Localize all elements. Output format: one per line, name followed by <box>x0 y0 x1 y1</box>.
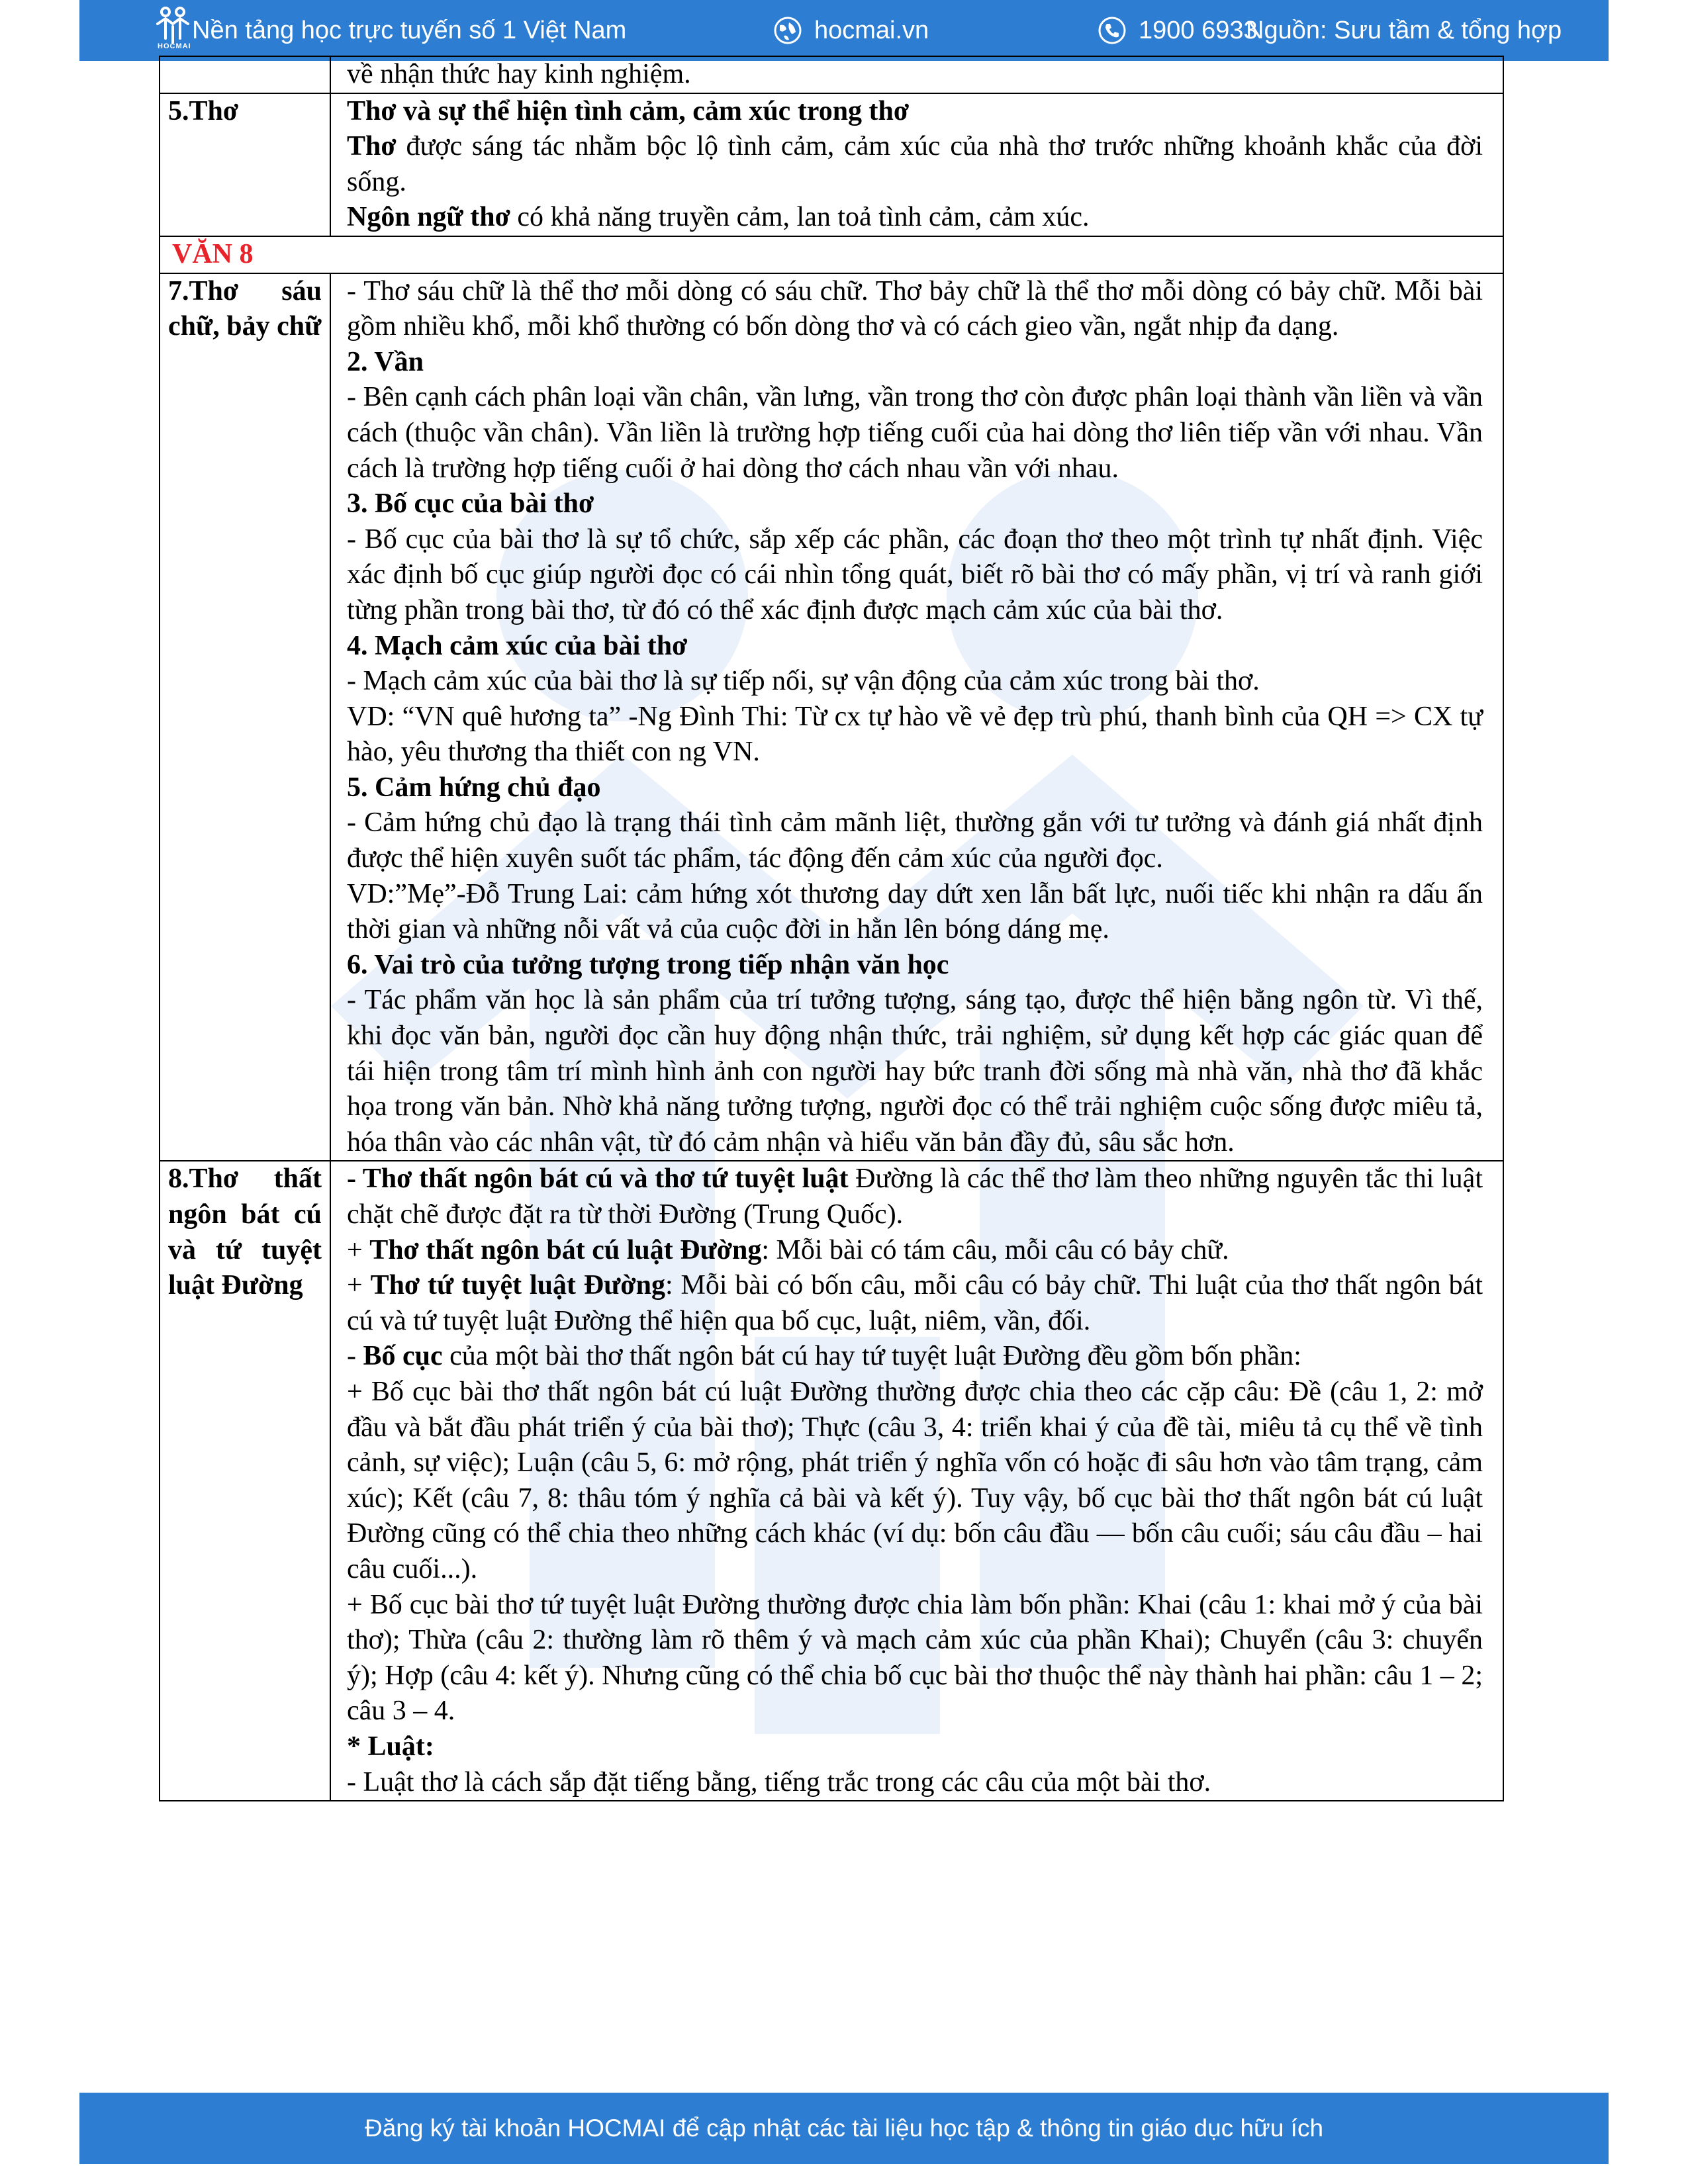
bold-term: Thơ tứ tuyệt luật Đường <box>370 1270 665 1301</box>
website-link[interactable] <box>773 0 929 61</box>
row-content <box>330 1161 1503 1801</box>
bold-term: Thơ thất ngôn bát cú luật Đường <box>369 1234 762 1265</box>
row-content <box>330 273 1503 1161</box>
platform-tagline: Nền tảng học trực tuyến số 1 Việt Nam <box>192 16 627 44</box>
bullet-prefix: + <box>347 1234 370 1265</box>
source-note: Nguồn: Sưu tầm & tổng hợp <box>1246 16 1562 44</box>
row-content <box>330 93 1503 236</box>
bold-term: Thơ <box>347 131 397 162</box>
paragraph-text: : Mỗi bài có bốn câu, mỗi câu có bảy chữ. Thi luật của thơ thất ngôn bát cú và tứ tuyệt luật Đường thể hiện qua bố cục, luật, niêm, vần, đối. <box>347 1270 1483 1336</box>
paragraph: + Bố cục bài thơ tứ tuyệt luật Đường thường được chia làm bốn phần: Khai (câu 1: khai mở ý của bài thơ); Thừa (câu 2: thường làm rõ thêm ý và mạch cảm xúc của phần Khai); Chuyển (câu 3: chuyển ý); Hợp (câu 4: kết ý). Nhưng cũng có thể chia bố cục bài thơ thuộc thể này thành hai phần: câu 1 – 2; câu 3 – 4. <box>347 1589 1483 1727</box>
paragraph: - Cảm hứng chủ đạo là trạng thái tình cảm mãnh liệt, thường gắn với tư tưởng và đánh giá nhất định được thể hiện xuyên suốt tác phẩm, tác động đến cảm xúc của người đọc. <box>347 807 1483 874</box>
section-heading: 5. Cảm hứng chủ đạo <box>347 772 601 803</box>
paragraph-text: được sáng tác nhằm bộc lộ tình cảm, cảm xúc của nhà thơ trước những khoảnh khắc của đời sống. <box>347 131 1483 197</box>
paragraph: - Bên cạnh cách phân loại vần chân, vần lưng, vần trong thơ còn được phân loại thành vần liền và vần cách (thuộc vần chân). Vần liền là trường hợp tiếng cuối của hai dòng thơ liên tiếp vần với nhau. Vần cách là trường hợp tiếng cuối ở hai dòng thơ cách nhau vần với nhau. <box>347 382 1483 484</box>
section-heading: 3. Bố cục của bài thơ <box>347 488 594 520</box>
paragraph: - Thơ sáu chữ là thể thơ mỗi dòng có sáu chữ. Thơ bảy chữ là thể thơ mỗi dòng có bảy chữ. Mỗi bài gồm nhiều khổ, mỗi khổ thường có bốn dòng thơ và có cách gieo vần, ngắt nhịp đa dạng. <box>347 275 1483 342</box>
paragraph: - Luật thơ là cách sắp đặt tiếng bằng, tiếng trắc trong các câu của một bài thơ. <box>347 1766 1211 1797</box>
paragraph <box>347 1233 1483 1269</box>
paragraph <box>347 1161 1483 1232</box>
hotline-text: 1900 6933 <box>1139 16 1258 44</box>
header-banner <box>79 0 1609 61</box>
paragraph: VD: “VN quê hương ta” -Ng Đình Thi: Từ cx tự hào về vẻ đẹp trù phú, thanh bình của QH => CX tự hào, yêu thương tha thiết con ng VN. <box>347 701 1483 768</box>
section-heading: 4. Mạch cảm xúc của bài thơ <box>347 630 688 661</box>
hotline-link[interactable] <box>1098 0 1258 61</box>
row-label-empty <box>160 56 330 93</box>
section-heading: Thơ và sự thể hiện tình cảm, cảm xúc trong thơ <box>347 95 910 126</box>
logo-caption: HOCMAI <box>158 42 191 50</box>
row-label: 8.Thơ thất ngôn bát cú và tứ tuyệt luật Đường <box>160 1161 330 1801</box>
bold-term: Bố cục <box>363 1341 443 1372</box>
table-row-7 <box>160 273 1503 1161</box>
row-label: 7.Thơ sáu chữ, bảy chữ <box>160 273 330 1161</box>
bold-term: Ngôn ngữ thơ <box>347 202 510 233</box>
paragraph-text: của một bài thơ thất ngôn bát cú hay tứ tuyệt luật Đường đều gồm bốn phần: <box>442 1341 1301 1372</box>
bullet-prefix: - <box>347 1341 363 1372</box>
paragraph: VD:”Mẹ”-Đỗ Trung Lai: cảm hứng xót thương day dứt xen lẫn bất lực, nuối tiếc khi nhận ra dấu ấn thời gian và những nỗi vất vả của cuộc đời in hằn lên bóng dáng mẹ. <box>347 878 1483 945</box>
section-heading: 6. Vai trò của tưởng tượng trong tiếp nhận văn học <box>347 949 949 980</box>
section-heading: * Luật: <box>347 1731 434 1762</box>
paragraph: - Mạch cảm xúc của bài thơ là sự tiếp nối, sự vận động của cảm xúc trong bài thơ. <box>347 666 1260 697</box>
footer-signup-text: Đăng ký tài khoản HOCMAI để cập nhật các tài liệu học tập & thông tin giáo dục hữu ích <box>364 2115 1324 2142</box>
grade-band-label: VĂN 8 <box>160 236 1503 273</box>
paragraph <box>347 129 1483 200</box>
paragraph-text: Đường là các thể thơ làm theo những nguyên tắc thi luật chặt chẽ được đặt ra từ thời Đường (Trung Quốc). <box>347 1163 1483 1230</box>
row-label: 5.Thơ <box>160 93 330 236</box>
table-row-8 <box>160 1161 1503 1801</box>
bullet-prefix: + <box>347 1270 371 1301</box>
bold-term: - Thơ thất ngôn bát cú và thơ tứ tuyệt luật <box>347 1163 849 1195</box>
phone-icon <box>1098 16 1127 45</box>
paragraph-text: có khả năng truyền cảm, lan toả tình cảm, cảm xúc. <box>510 202 1090 233</box>
paragraph: + Bố cục bài thơ thất ngôn bát cú luật Đường thường được chia theo các cặp câu: Đề (câu 1, 2: mở đầu và bắt đầu phát triển ý của bài thơ); Thực (câu 3, 4: triển khai ý của đề tài, miêu tả cụ thể về tình cảnh, sự việc); Luận (câu 5, 6: mở rộng, phát triển ý nghĩa vốn có hoặc đi sâu hơn vào tâm trạng, cảm xúc); Kết (câu 7, 8: thâu tóm ý nghĩa cả bài và kết ý). Tuy vậy, bố cục bài thơ thất ngôn bát cú luật Đường cũng có thể chia theo những cách khác (ví dụ: bốn câu đầu — bốn câu cuối; sáu câu đầu – hai câu cuối...). <box>347 1376 1483 1584</box>
table-row-5 <box>160 93 1503 236</box>
platform-tagline-block[interactable] <box>158 0 627 61</box>
paragraph: - Tác phẩm văn học là sản phẩm của trí tưởng tượng, sáng tạo, được thể hiện bằng ngôn từ. Vì thế, khi đọc văn bản, người đọc cần huy động nhận thức, trải nghiệm, sử dụng kết hợp các giác quan để tái hiện trong tâm trí mình hình ảnh con người hay bức tranh đời sống mà nhà văn, nhà thơ đã khắc họa trong văn bản. Nhờ khả năng tưởng tượng, người đọc có thể trải nghiệm cuộc sống được miêu tả, hóa thân vào các nhân vật, từ đó cảm nhận và hiểu văn bản đầy đủ, sâu sắc hơn. <box>347 985 1483 1158</box>
section-heading: 2. Vần <box>347 346 424 377</box>
continuation-text: về nhận thức hay kinh nghiệm. <box>347 59 691 89</box>
footer-banner[interactable] <box>79 2093 1609 2164</box>
row-content <box>330 56 1503 93</box>
table-row-continuation <box>160 56 1503 93</box>
paragraph-text: : Mỗi bài có tám câu, mỗi câu có bảy chữ. <box>761 1234 1229 1265</box>
globe-icon <box>773 16 802 45</box>
table-band-row <box>160 236 1503 273</box>
paragraph <box>347 200 1483 236</box>
paragraph <box>347 1268 1483 1339</box>
website-text: hocmai.vn <box>814 16 929 44</box>
paragraph <box>347 1339 1483 1375</box>
content-table <box>159 56 1504 1801</box>
paragraph: - Bố cục của bài thơ là sự tổ chức, sắp xếp các phần, các đoạn thơ theo một trình tự nhất định. Việc xác định bố cục giúp người đọc có cái nhìn tổng quát, biết rõ bài thơ có mấy phần, vị trí và ranh giới từng phần trong bài thơ, từ đó có thể xác định được mạch cảm xúc của bài thơ. <box>347 523 1483 625</box>
